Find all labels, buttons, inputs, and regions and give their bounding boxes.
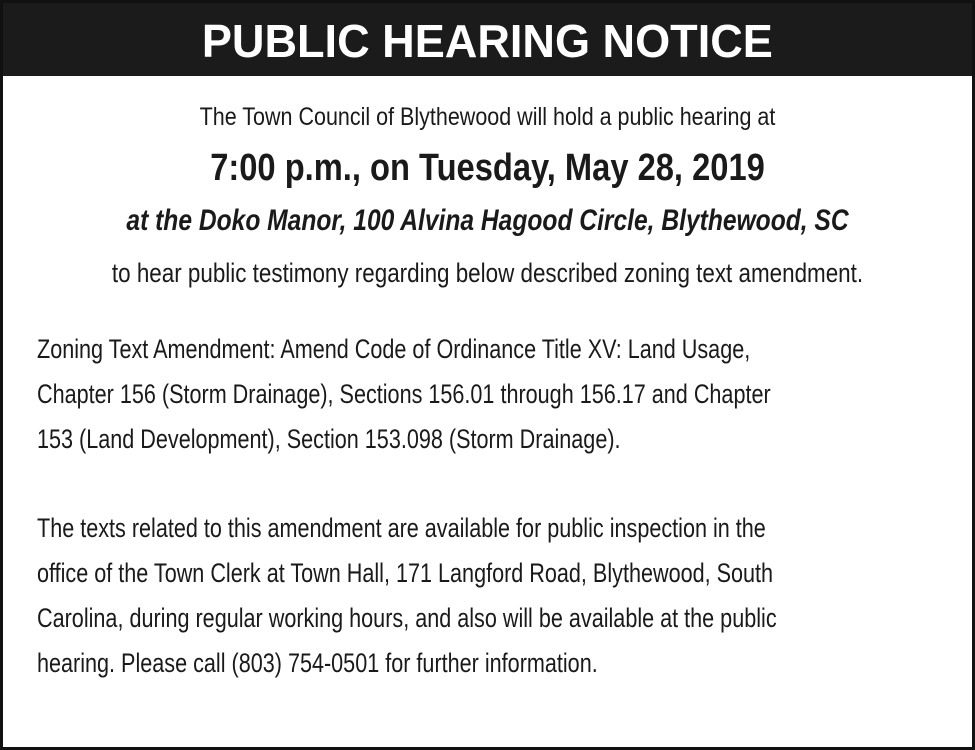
- amendment-paragraph: [37, 327, 917, 462]
- hearing-purpose: to hear public testimony regarding below described zoning text amendment.: [111, 258, 864, 288]
- amendment-line: Zoning Text Amendment: Amend Code of Ordinance Title XV: Land Usage,: [37, 334, 751, 364]
- amendment-line: Chapter 156 (Storm Drainage), Sections 156.01 through 156.17 and Chapter: [37, 379, 771, 409]
- intro-text: The Town Council of Blythewood will hold a public hearing at: [199, 103, 776, 131]
- amendment-line: 153 (Land Development), Section 153.098 (Storm Drainage).: [37, 424, 621, 454]
- hearing-location: at the Doko Manor, 100 Alvina Hagood Circle, Blythewood, SC: [126, 204, 849, 237]
- notice-header: [3, 3, 972, 76]
- inspection-line: office of the Town Clerk at Town Hall, 171 Langford Road, Blythewood, South: [37, 558, 774, 588]
- notice-title: PUBLIC HEARING NOTICE: [201, 14, 774, 67]
- hearing-datetime: 7:00 p.m., on Tuesday, May 28, 2019: [210, 147, 765, 189]
- inspection-paragraph: [37, 506, 917, 686]
- inspection-line: The texts related to this amendment are available for public inspection in the: [37, 513, 766, 543]
- inspection-line: hearing. Please call (803) 754-0501 for further information.: [37, 648, 598, 678]
- inspection-line: Carolina, during regular working hours, and also will be available at the public: [37, 603, 777, 633]
